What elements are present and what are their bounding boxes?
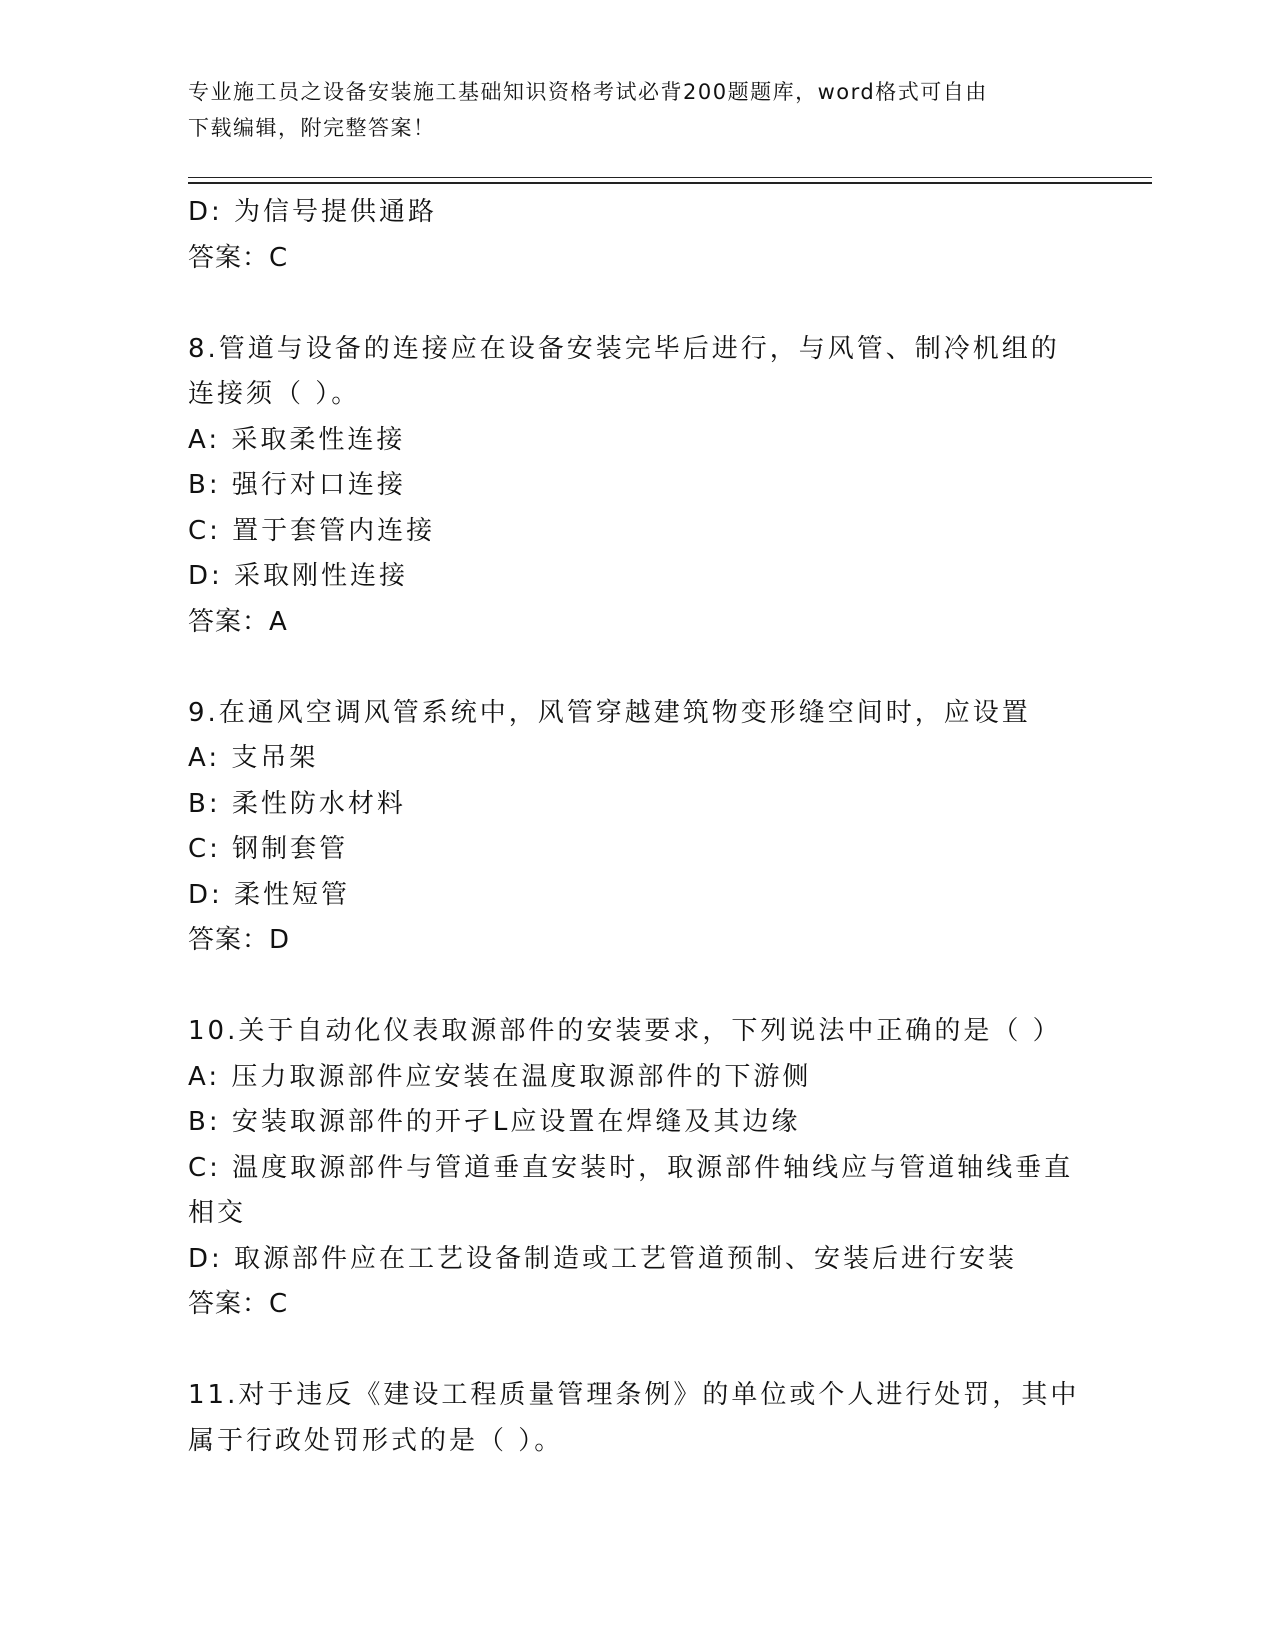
q9-stem-line-1: 9.在通风空调风管系统中，风管穿越建筑物变形缝空间时，应设置 <box>188 697 1031 728</box>
question-gap <box>188 1328 1088 1374</box>
q8-stem-line-1: 8.管道与设备的连接应在设备安装完毕后进行，与风管、制冷机组的 <box>188 333 1060 364</box>
question-gap <box>188 281 1088 327</box>
header-title-line-2: 下载编辑，附完整答案！ <box>188 116 436 140</box>
prev-answer: 答案：C <box>188 242 289 273</box>
header-title-line-1: 专业施工员之设备安装施工基础知识资格考试必背200题题库，word格式可自由 <box>188 80 988 104</box>
prev-option-d: D: 为信号提供通路 <box>188 197 438 227</box>
q10-option-d: D: 取源部件应在工艺设备制造或工艺管道预制、安装后进行安装 <box>188 1243 1018 1274</box>
q8-option-d: D: 采取刚性连接 <box>188 561 409 591</box>
q11-stem-line-2: 属于行政处罚形式的是（ ）。 <box>188 1425 564 1456</box>
q10-stem-line-1: 10.关于自动化仪表取源部件的安装要求，下列说法中正确的是（ ） <box>188 1016 1062 1046</box>
q10-answer: 答案：C <box>188 1289 289 1319</box>
q8-option-c: C: 置于套管内连接 <box>188 515 436 546</box>
question-gap <box>188 645 1088 691</box>
q10-option-c-line-2: 相交 <box>188 1198 247 1228</box>
q8-option-a: A: 采取柔性连接 <box>188 424 406 455</box>
q8-option-b: B: 强行对口连接 <box>188 470 406 500</box>
q8-answer: 答案：A <box>188 606 288 637</box>
q10-option-c-line-1: C: 温度取源部件与管道垂直安装时，取源部件轴线应与管道轴线垂直 <box>188 1152 1074 1183</box>
q11-stem-line-1: 11.对于违反《建设工程质量管理条例》的单位或个人进行处罚，其中 <box>188 1380 1080 1410</box>
q9-option-a: A: 支吊架 <box>188 743 319 773</box>
document-header <box>188 74 1078 146</box>
q9-option-b: B: 柔性防水材料 <box>188 788 406 819</box>
header-divider-thin <box>188 177 1152 178</box>
q9-option-c: C: 钢制套管 <box>188 834 349 864</box>
q10-option-a: A: 压力取源部件应安装在温度取源部件的下游侧 <box>188 1061 812 1092</box>
question-gap <box>188 964 1088 1010</box>
question-content <box>188 190 1088 1464</box>
q10-option-b: B: 安装取源部件的开孑L应设置在焊缝及其边缘 <box>188 1107 801 1137</box>
q8-stem-line-2: 连接须（ ）。 <box>188 379 361 409</box>
q9-option-d: D: 柔性短管 <box>188 879 351 910</box>
header-divider-thick <box>188 182 1152 184</box>
q9-answer: 答案：D <box>188 925 291 955</box>
